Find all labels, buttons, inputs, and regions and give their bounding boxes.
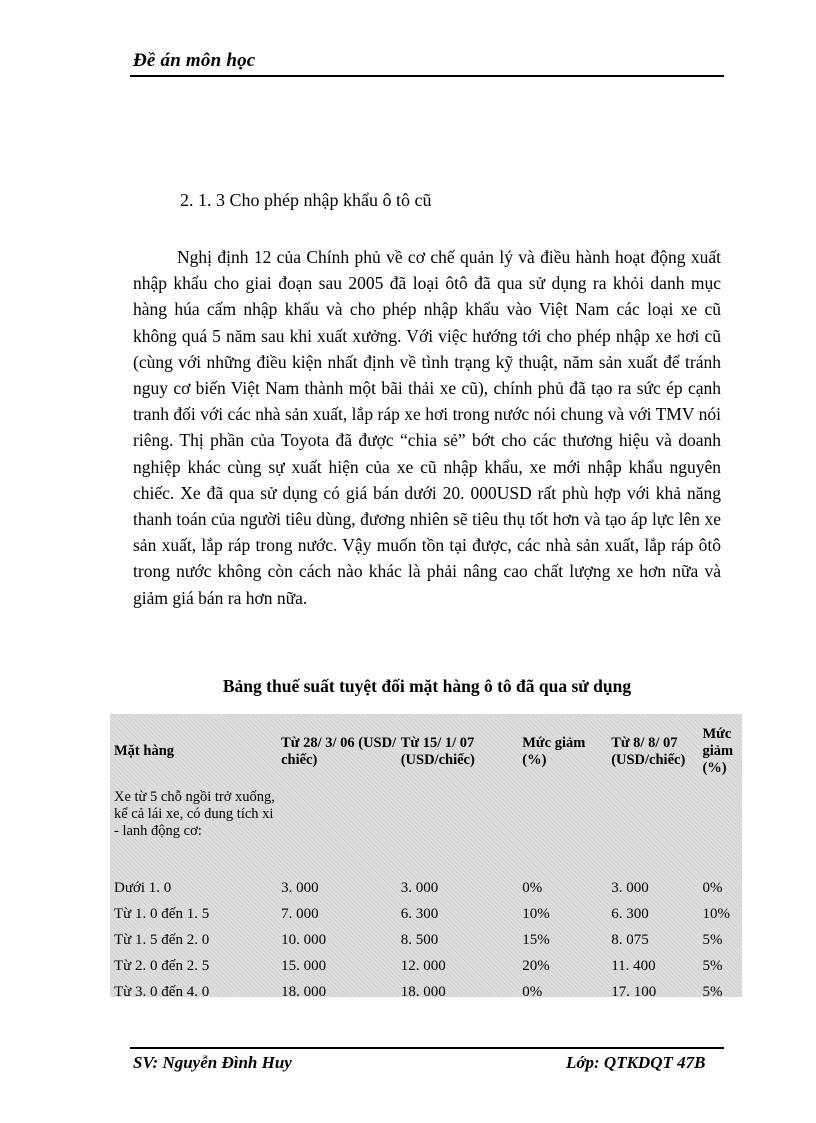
table-cell: 10% <box>522 905 550 922</box>
table-cell: 15% <box>522 931 550 948</box>
table-cell: 5% <box>702 957 723 974</box>
table-row <box>110 875 742 901</box>
body-paragraph: Nghị định 12 của Chính phủ về cơ chế quản lý và điều hành hoạt động xuất nhập khẩu cho giai đoạn sau 2005 đã loại ôtô đã qua sử dụng ra khỏi danh mục hàng húa cấm nhập khẩu và cho phép nhập khẩu vào Việt Nam các loại xe cũ không quá 5 năm sau khi xuất xưởng. Với việc hướng tới cho phép nhập xe hơi cũ (cùng với những điều kiện nhất định về tình trạng kỹ thuật, năm sản xuất để tránh nguy cơ biến Việt Nam thành một bãi thải xe cũ), chính phủ đã tạo ra sức ép cạnh tranh đối với các nhà sản xuất, lắp ráp xe hơi trong nước nói chung và với TMV nói riêng. Thị phần của Toyota đã được “chia sẻ” bớt cho các thương hiệu và doanh nghiệp khác cùng sự xuất hiện của xe cũ nhập khẩu, xe mới nhập khẩu nguyên chiếc. Xe đã qua sử dụng có giá bán dưới 20. 000USD rất phù hợp với khả năng thanh toán của người tiêu dùng, đương nhiên sẽ tiêu thụ tốt hơn và tạo áp lực lên xe sản xuất, lắp ráp trong nước. Vậy muốn tồn tại được, các nhà sản xuất, lắp ráp ôtô trong nước không còn cách nào khác là phải nâng cao chất lượng xe hơn nữa và giảm giá bán ra hơn nữa. <box>133 247 721 608</box>
table-cell: Từ 1. 0 đến 1. 5 <box>114 905 210 922</box>
document-header-title: Đề án môn học <box>133 50 256 71</box>
table-cell: 11. 400 <box>611 957 656 974</box>
header-divider <box>130 75 724 77</box>
tax-rate-table <box>110 714 742 1005</box>
table-cell: 10. 000 <box>281 931 327 948</box>
table-cell: 3. 000 <box>281 879 319 896</box>
footer-divider <box>130 1047 724 1049</box>
table-header-row <box>110 714 742 789</box>
table-cell: 10% <box>702 905 730 922</box>
table-cell: 0% <box>702 879 723 896</box>
table-row <box>110 901 742 927</box>
tax-table-container <box>110 714 742 1000</box>
table-cell: Từ 1. 5 đến 2. 0 <box>114 931 210 948</box>
table-cell: 5% <box>702 983 723 1000</box>
table-group-row <box>110 789 742 875</box>
table-row <box>110 927 742 953</box>
column-header: Từ 28/ 3/ 06 (USD/ chiếc) <box>281 734 397 768</box>
table-cell: 18. 000 <box>281 983 327 1000</box>
table-caption: Bảng thuế suất tuyệt đối mặt hàng ô tô đã qua sử dụng <box>222 676 632 696</box>
table-row <box>110 979 742 1005</box>
table-cell: 6. 300 <box>400 905 439 922</box>
section-heading: 2. 1. 3 Cho phép nhập khẩu ô tô cũ <box>180 190 432 210</box>
table-cell: 12. 000 <box>400 957 446 974</box>
table-cell: 5% <box>702 931 723 948</box>
column-header: Mức giảm (%) <box>522 734 586 768</box>
table-cell: 20% <box>522 957 550 974</box>
column-header: Từ 15/ 1/ 07 (USD/chiếc) <box>400 734 475 768</box>
footer-class-code: Lớp: QTKDQT 47B <box>566 1053 706 1072</box>
group-label-cell: Xe từ 5 chỗ ngồi trở xuống, kể cả lái xe, có dung tích xi - lanh động cơ: <box>114 789 275 839</box>
table-cell: Từ 3. 0 đến 4. 0 <box>114 983 210 1000</box>
column-header: Mặt hàng <box>114 743 175 759</box>
table-cell: 3. 000 <box>611 879 649 896</box>
footer-student-name: SV: Nguyễn Đình Huy <box>133 1053 292 1072</box>
column-header: Từ 8/ 8/ 07 (USD/chiếc) <box>611 734 686 768</box>
table-cell: 0% <box>522 879 543 896</box>
table-cell: 8. 500 <box>400 931 439 948</box>
table-cell: 17. 100 <box>611 983 657 1000</box>
table-cell: 8. 075 <box>611 931 649 948</box>
table-cell: 7. 000 <box>281 905 319 922</box>
table-row <box>110 953 742 979</box>
table-cell: Dưới 1. 0 <box>114 879 172 896</box>
table-cell: 0% <box>522 983 543 1000</box>
table-cell: Từ 2. 0 đến 2. 5 <box>114 957 210 974</box>
table-cell: 6. 300 <box>611 905 649 922</box>
table-cell: 15. 000 <box>281 957 327 974</box>
table-cell: 18. 000 <box>400 983 446 1000</box>
column-header: Mức giảm (%) <box>702 726 734 776</box>
table-cell: 3. 000 <box>400 879 439 896</box>
